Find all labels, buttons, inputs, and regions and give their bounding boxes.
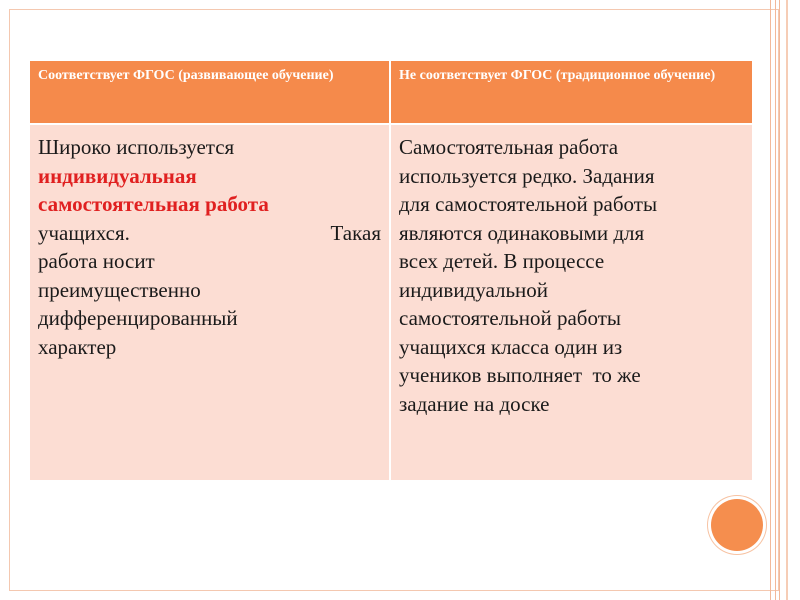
- cell-line: используется редко. Задания: [399, 163, 655, 188]
- cell-line: характер: [38, 334, 117, 359]
- cell-line: [38, 219, 381, 248]
- decorative-line: [775, 0, 776, 600]
- cell-line: Широко используется: [38, 135, 235, 159]
- comparison-table: [30, 61, 752, 480]
- decorative-line: [786, 0, 788, 600]
- cell-text: учащихся.: [38, 220, 130, 245]
- decorative-line: [770, 0, 771, 600]
- cell-line: всех детей. В процессе: [399, 249, 605, 273]
- decorative-line: [779, 0, 780, 600]
- cell-line: учеников выполняет то же: [399, 363, 641, 387]
- header-fgos-compliant: Соответствует ФГОС (развивающее обучение): [30, 61, 390, 124]
- cell-line: учащихся класса один из: [399, 334, 623, 359]
- cell-line: работа носит: [38, 249, 155, 273]
- cell-fgos-noncompliant: [390, 124, 752, 480]
- cell-line: являются одинаковыми для: [399, 220, 645, 245]
- cell-line: индивидуальной: [399, 277, 548, 302]
- table-header-row: [30, 61, 752, 124]
- table-row: [30, 124, 752, 480]
- cell-line: для самостоятельной работы: [399, 192, 658, 216]
- cell-line: дифференцированный: [38, 306, 238, 330]
- cell-line: самостоятельной работы: [399, 306, 621, 330]
- cell-line: Самостоятельная работа: [399, 135, 619, 159]
- cell-text: Такая: [330, 220, 381, 245]
- highlight-text: самостоятельная работа: [38, 192, 269, 216]
- cell-line: задание на доске: [399, 391, 550, 416]
- cell-line: преимущественно: [38, 277, 201, 302]
- decorative-circle: [711, 499, 763, 551]
- highlight-text: индивидуальная: [38, 163, 197, 188]
- header-fgos-noncompliant: Не соответствует ФГОС (традиционное обучение): [390, 61, 752, 124]
- cell-fgos-compliant: [30, 124, 390, 480]
